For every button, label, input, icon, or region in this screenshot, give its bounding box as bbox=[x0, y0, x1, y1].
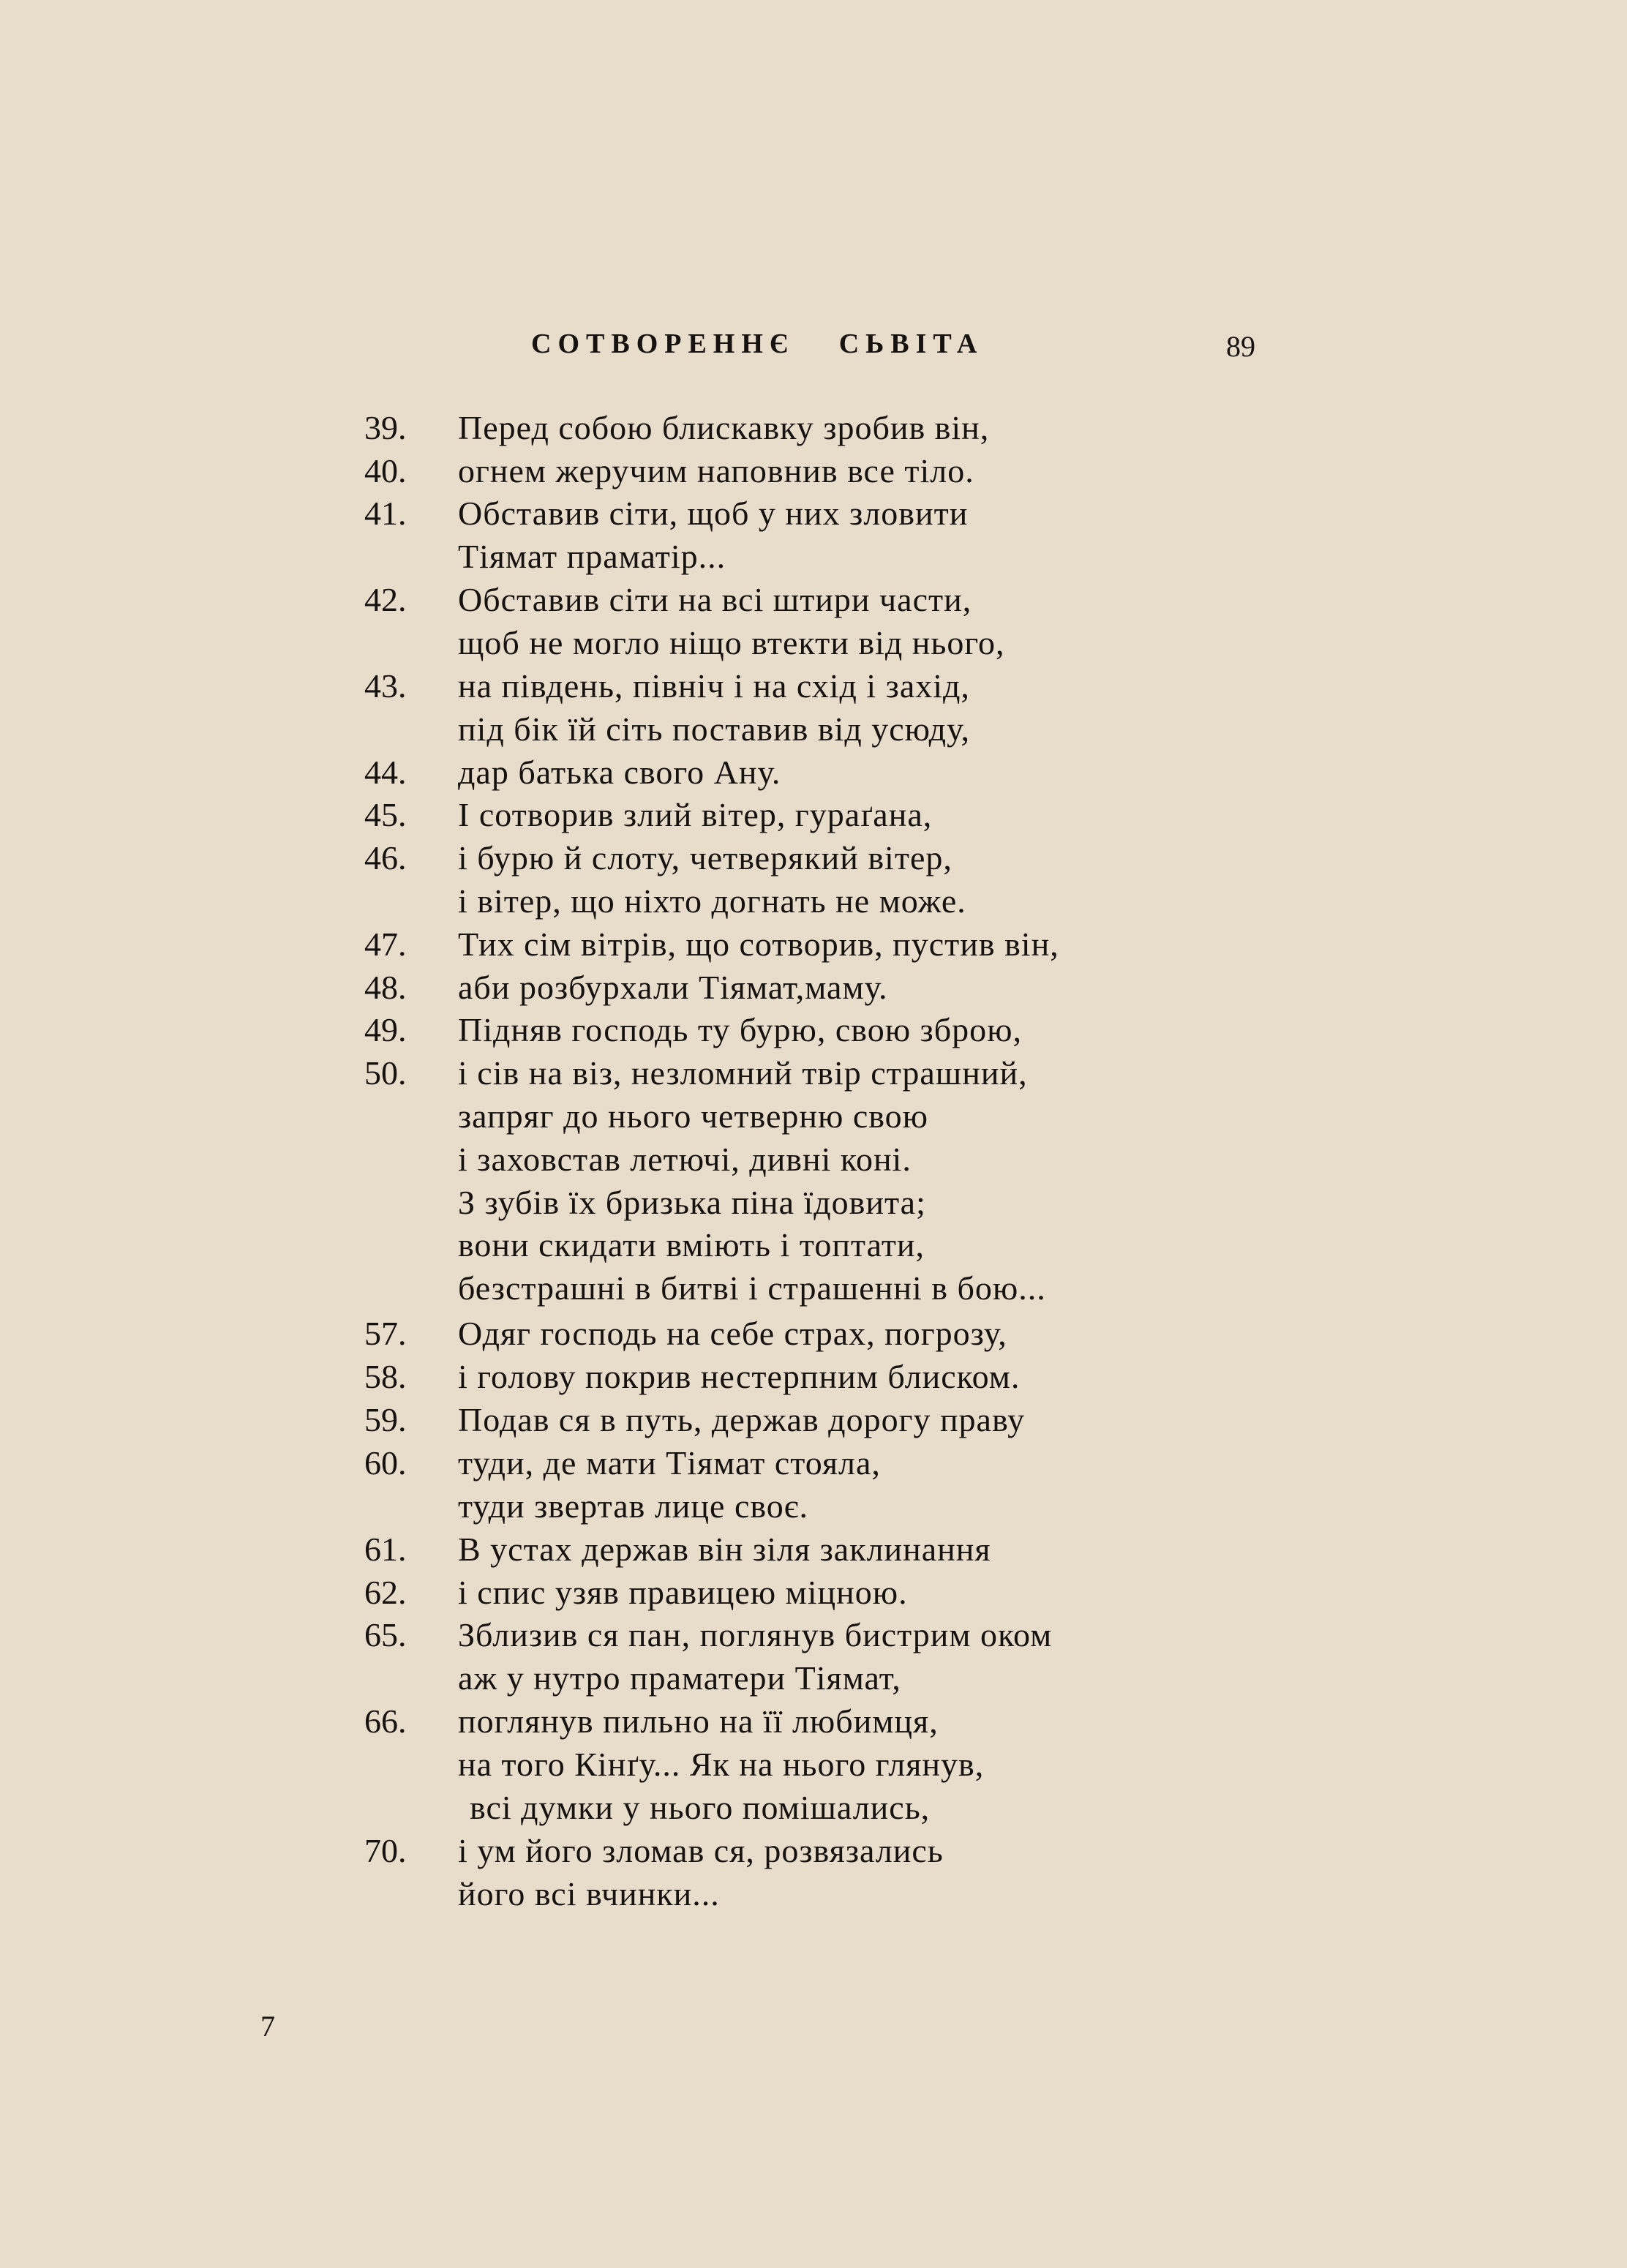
verse-line bbox=[0, 1613, 1627, 1656]
verse-number: 41. bbox=[364, 495, 407, 532]
verse-line bbox=[0, 923, 1627, 966]
verse-text: і спис узяв правицею міцною. bbox=[458, 1574, 908, 1611]
verse-line bbox=[0, 449, 1627, 492]
verse-text: вони скидати вміють і топтати, bbox=[458, 1226, 925, 1263]
verse-line bbox=[0, 1786, 1627, 1829]
verse-line bbox=[0, 1094, 1627, 1138]
verse-number: 65. bbox=[364, 1616, 407, 1653]
verse-line bbox=[0, 535, 1627, 578]
verse-number: 46. bbox=[364, 839, 407, 876]
verse-text: щоб не могло ніщо втекти від нього, bbox=[458, 624, 1005, 661]
verse-line bbox=[0, 1223, 1627, 1266]
verse-line bbox=[0, 1484, 1627, 1528]
verse-text: Подав ся в путь, держав дорогу праву bbox=[458, 1401, 1026, 1438]
verse-number: 49. bbox=[364, 1011, 407, 1048]
verse-text: Одяг господь на себе страх, погрозу, bbox=[458, 1315, 1007, 1352]
verse-text: В устах держав він зіля заклинання bbox=[458, 1531, 991, 1568]
verse-line bbox=[0, 1441, 1627, 1484]
verse-text: і заховстав летючі, дивні коні. bbox=[458, 1141, 912, 1178]
running-head bbox=[531, 328, 983, 360]
verse-line bbox=[0, 707, 1627, 751]
verse-line bbox=[0, 406, 1627, 449]
verse-text: і голову покрив нестерпним блиском. bbox=[458, 1358, 1021, 1395]
verse-number: 66. bbox=[364, 1702, 407, 1740]
verse-number: 43. bbox=[364, 667, 407, 705]
verse-number: 44. bbox=[364, 754, 407, 791]
verse-line bbox=[0, 1051, 1627, 1094]
verse-line bbox=[0, 1355, 1627, 1398]
verse-text: дар батька свого Ану. bbox=[458, 754, 781, 791]
verse-number: 48. bbox=[364, 969, 407, 1006]
verse-line bbox=[0, 578, 1627, 621]
page-number: 89 bbox=[1226, 330, 1255, 363]
verse-line bbox=[0, 1312, 1627, 1355]
verse-line bbox=[0, 1528, 1627, 1571]
verse-line bbox=[0, 1656, 1627, 1700]
verse-number: 39. bbox=[364, 409, 407, 446]
verse-number: 57. bbox=[364, 1315, 407, 1352]
verse-line bbox=[0, 1700, 1627, 1743]
verse-line bbox=[0, 621, 1627, 664]
verse-text: на південь, північ і на схід і захід, bbox=[458, 667, 970, 705]
verse-text: Обставив сіти, щоб у них зловити bbox=[458, 495, 969, 532]
verse-text: запряг до нього четверню свою bbox=[458, 1097, 929, 1135]
verse-text: аж у нутро праматери Тіямат, bbox=[458, 1659, 901, 1697]
verse-number: 59. bbox=[364, 1401, 407, 1438]
verse-number: 50. bbox=[364, 1054, 407, 1092]
verse-line bbox=[0, 1872, 1627, 1915]
verse-number: 40. bbox=[364, 452, 407, 489]
verse-text: і бурю й слоту, четверякий вітер, bbox=[458, 839, 952, 876]
running-head-title-part1: СОТВОРЕННЄ bbox=[531, 328, 795, 359]
verse-text: Зблизив ся пан, поглянув бистрим оком bbox=[458, 1616, 1053, 1653]
verse-number: 60. bbox=[364, 1444, 407, 1482]
verse-text: поглянув пильно на її любимця, bbox=[458, 1702, 939, 1740]
verse-line bbox=[0, 492, 1627, 535]
verse-text: безстрашні в битві і страшенні в бою... bbox=[458, 1269, 1046, 1307]
verse-line bbox=[0, 1829, 1627, 1872]
verse-line bbox=[0, 879, 1627, 923]
verse-text: туди, де мати Тіямат стояла, bbox=[458, 1444, 881, 1482]
verse-text: Тіямат праматір... bbox=[458, 538, 726, 575]
signature-mark: 7 bbox=[260, 2010, 275, 2043]
verse-line bbox=[0, 1181, 1627, 1224]
verse-text: огнем жеручим наповнив все тіло. bbox=[458, 452, 974, 489]
verse-number: 58. bbox=[364, 1358, 407, 1395]
verse-number: 47. bbox=[364, 925, 407, 963]
verse-number: 42. bbox=[364, 581, 407, 618]
verse-line bbox=[0, 1743, 1627, 1786]
verse-text: на того Кінґу... Як на нього глянув, bbox=[458, 1746, 985, 1783]
verse-line bbox=[0, 793, 1627, 836]
verse-line bbox=[0, 664, 1627, 707]
verse-number: 70. bbox=[364, 1832, 407, 1869]
verse-line bbox=[0, 966, 1627, 1009]
verse-text: його всі вчинки... bbox=[458, 1875, 720, 1912]
verse-text: Тих сім вітрів, що сотворив, пустив він, bbox=[458, 925, 1059, 963]
verse-line bbox=[0, 1266, 1627, 1310]
verse-text: туди звертав лице своє. bbox=[458, 1487, 809, 1525]
verse-line bbox=[0, 1571, 1627, 1614]
verse-number: 61. bbox=[364, 1531, 407, 1568]
verse-line bbox=[0, 1398, 1627, 1441]
verse-text: всі думки у нього помішались, bbox=[470, 1789, 931, 1826]
verse-line bbox=[0, 1008, 1627, 1051]
verse-text: і сів на віз, незломний твір страшний, bbox=[458, 1054, 1028, 1092]
verse-text: Підняв господь ту бурю, свою зброю, bbox=[458, 1011, 1022, 1048]
verse-number: 45. bbox=[364, 796, 407, 833]
verse-line bbox=[0, 1138, 1627, 1181]
verse-number: 62. bbox=[364, 1574, 407, 1611]
verse-text: Перед собою блискавку зробив він, bbox=[458, 409, 990, 446]
verse-line bbox=[0, 836, 1627, 879]
verse-line bbox=[0, 751, 1627, 794]
verse-text: І сотворив злий вітер, гураґана, bbox=[458, 796, 933, 833]
verse-text: під бік їй сіть поставив від усюду, bbox=[458, 710, 970, 748]
verse-text: і ум його зломав ся, розвязались bbox=[458, 1832, 944, 1869]
verse-text: і вітер, що ніхто догнать не може. bbox=[458, 882, 966, 920]
verse-text: аби розбурхали Тіямат,маму. bbox=[458, 969, 888, 1006]
verse-text: З зубів їх бризька піна їдовита; bbox=[458, 1184, 926, 1221]
running-head-title-part2: СЬВІТА bbox=[838, 328, 984, 359]
verse-text: Обставив сіти на всі штири части, bbox=[458, 581, 972, 618]
